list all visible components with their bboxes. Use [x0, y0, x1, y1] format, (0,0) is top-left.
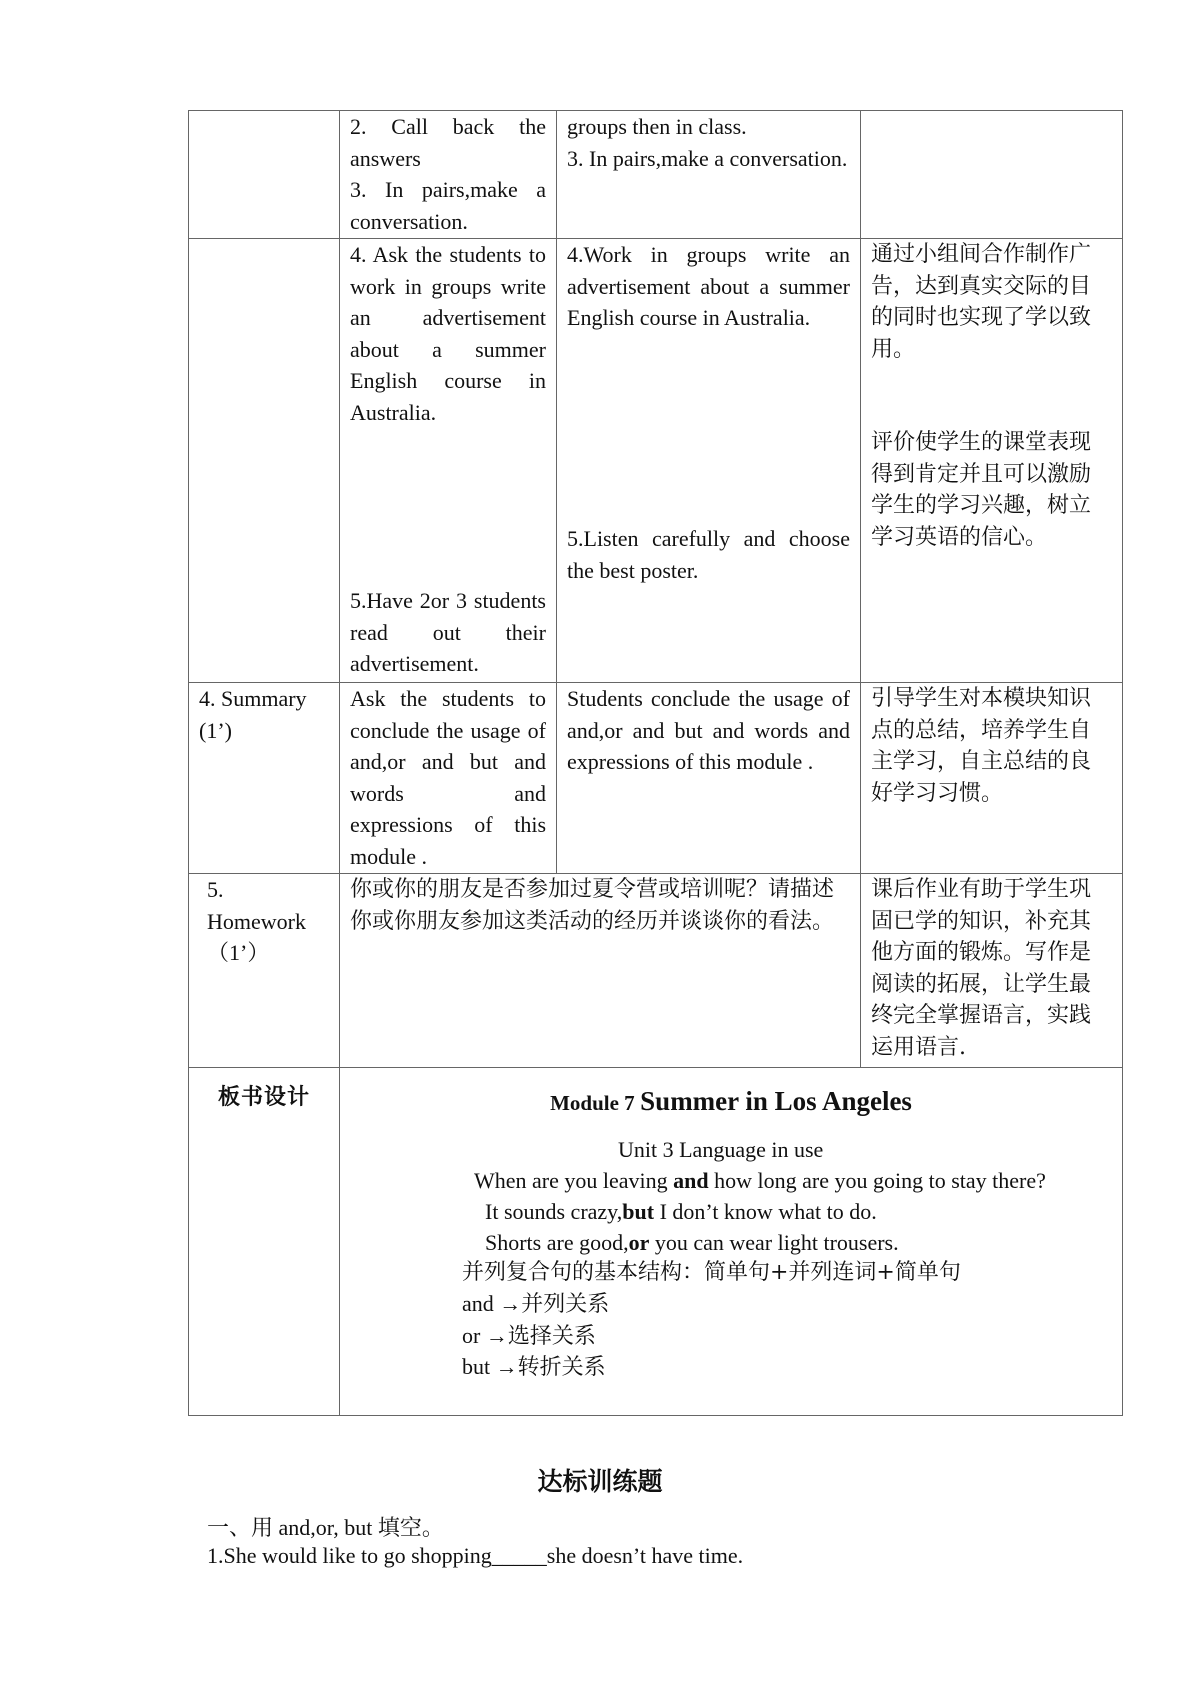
table-row-continued [189, 111, 1123, 239]
teacher-activity-text: 4. Ask the students to work in groups write an advertisement about a summer English course in Australia. [350, 242, 546, 425]
conjunction-keyword: or [628, 1230, 650, 1255]
purpose-cell: 课后作业有助于学生巩固已学的知识，补充其他方面的锻炼。写作是阅读的拓展，让学生最终完全掌握语言，实践运用语言. [861, 874, 1123, 1068]
student-activity-cell [557, 239, 861, 683]
stage-title: 4. Summary [199, 686, 307, 711]
board-or-relation: or →选择关系 [462, 1323, 596, 1348]
table-row-summary [189, 683, 1123, 874]
stage-duration: (1’) [199, 717, 232, 743]
stage-cell [189, 874, 340, 1068]
board-sentence-or [485, 1227, 899, 1259]
student-activity-text: 5.Listen carefully and choose the best poster. [567, 526, 850, 583]
board-but-relation: but →转折关系 [462, 1354, 606, 1379]
stage-number: 5. [207, 877, 224, 902]
board-module-name: Summer in Los Angeles [640, 1086, 912, 1116]
board-design-label: 板书设计 [189, 1068, 340, 1416]
stage-title: Homework [207, 908, 306, 934]
purpose-text: 评价使学生的课堂表现得到肯定并且可以激励学生的学习兴趣，树立学习英语的信心。 [871, 430, 1092, 550]
sentence-text: Shorts are good, [485, 1230, 629, 1255]
teacher-activity-cell [340, 111, 557, 239]
stage-cell [189, 239, 340, 683]
purpose-cell [861, 111, 1123, 239]
table-row-advertisement [189, 239, 1123, 683]
sentence-text: When are you leaving [474, 1168, 674, 1193]
stage-cell [189, 111, 340, 239]
exercise-question: 1.She would like to go shopping_____she doesn’t have time. [207, 1543, 744, 1568]
board-sentence-and [474, 1165, 1046, 1197]
table-row-board-design [189, 1068, 1123, 1416]
teacher-activity-text: 2. Call back the answers [350, 114, 546, 171]
conjunction-keyword: and [673, 1168, 709, 1193]
exercise-title: 达标训练题 [537, 1467, 663, 1496]
purpose-text: 通过小组间合作制作广告，达到真实交际的目的同时也实现了学以致用。 [871, 242, 1092, 362]
student-activity-text: groups then in class. [567, 114, 747, 139]
student-activity-text: 3. In pairs,make a conversation. [567, 145, 848, 171]
sentence-text: It sounds crazy, [485, 1199, 623, 1224]
purpose-cell: 引导学生对本模块知识点的总结，培养学生自主学习，自主总结的良好学习习惯。 [861, 683, 1123, 874]
board-title [340, 1086, 1122, 1120]
homework-task-cell: 你或你的朋友是否参加过夏令营或培训呢？请描述你或你朋友参加这类活动的经历并谈谈你的看法。 [340, 874, 861, 1068]
table-row-homework [189, 874, 1123, 1068]
student-activity-cell [557, 111, 861, 239]
board-structure-rule: 并列复合句的基本结构：简单句+并列连词+简单句 [462, 1260, 961, 1285]
stage-cell [189, 683, 340, 874]
teacher-activity-text: 3. In pairs,make a conversation. [350, 177, 546, 234]
board-sentence-but [485, 1196, 877, 1228]
board-module-number: Module 7 [550, 1091, 635, 1115]
purpose-cell [861, 239, 1123, 683]
teacher-activity-text: 5.Have 2or 3 students read out their advertisement. [350, 588, 546, 676]
sentence-text: how long are you going to stay there? [708, 1168, 1046, 1193]
student-activity-text: 4.Work in groups write an advertisement about a summer English course in Australia. [567, 242, 850, 330]
stage-duration: （1’） [207, 940, 270, 965]
board-and-relation: and →并列关系 [462, 1291, 610, 1316]
teacher-activity-cell [340, 239, 557, 683]
student-activity-cell: Students conclude the usage of and,or and but and words and expressions of this module . [557, 683, 861, 874]
teacher-activity-cell: Ask the students to conclude the usage of and,or and but and words and expressions of this module . [340, 683, 557, 874]
lesson-plan-table [188, 110, 1123, 1416]
board-unit: Unit 3 Language in use [618, 1137, 824, 1162]
exercise-section-heading: 一、用 and,or, but 填空。 [207, 1515, 444, 1540]
conjunction-keyword: but [622, 1199, 655, 1224]
board-design-content [340, 1068, 1123, 1416]
sentence-text: you can wear light trousers. [649, 1230, 899, 1255]
sentence-text: I don’t know what to do. [654, 1199, 877, 1224]
